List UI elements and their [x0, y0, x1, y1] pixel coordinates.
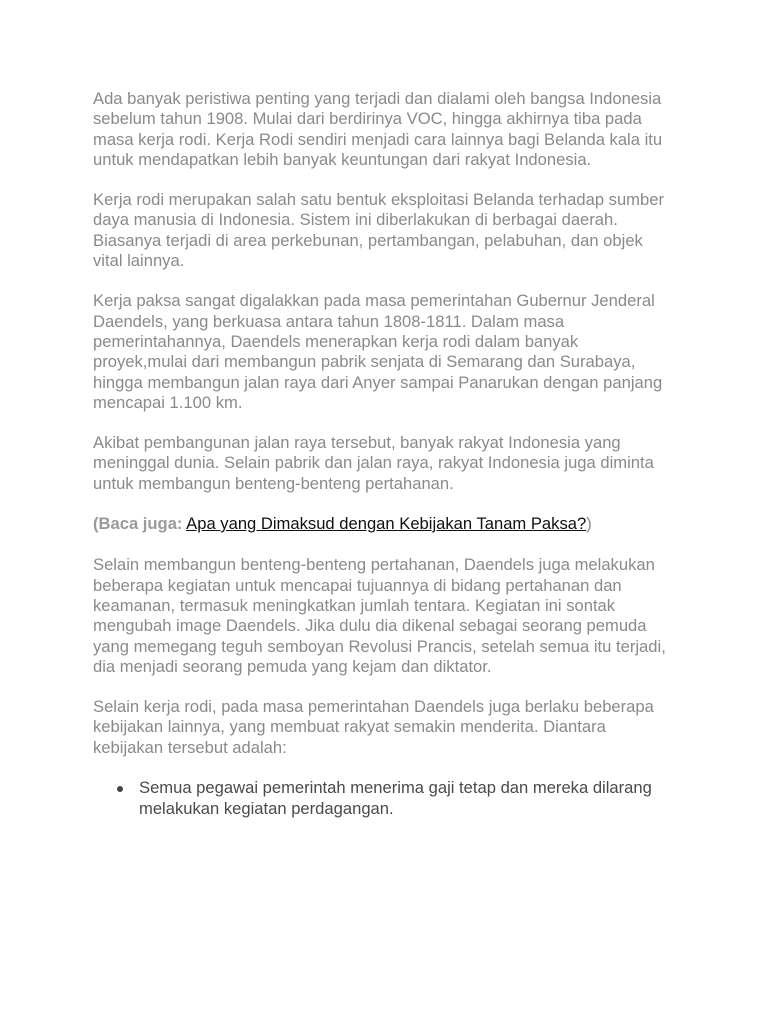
paragraph-akibat: Akibat pembangunan jalan raya tersebut, banyak rakyat Indonesia yang meninggal dunia. Selain pabrik dan jalan raya, rakyat Indonesia juga diminta untuk membangun benteng-benteng pertahanan.	[93, 433, 654, 493]
paragraph-daendels: Kerja paksa sangat digalakkan pada masa pemerintahan Gubernur Jenderal Daendels, yang berkuasa antara tahun 1808-1811. Dalam masa pemerintahannya, Daendels menerapkan kerja rodi dalam banyak proyek,mulai dari membangun pabrik senjata di Semarang dan Surabaya, hingga membangun jalan raya dari Anyer sampai Panarukan dengan panjang mencapai 1.100 km.	[93, 291, 663, 412]
list-item-text: Semua pegawai pemerintah menerima gaji tetap dan mereka dilarang melakukan kegiatan perdagangan.	[139, 778, 652, 818]
baca-juga-label: Baca juga:	[98, 514, 183, 534]
paragraph-kerja-rodi: Kerja rodi merupakan salah satu bentuk eksploitasi Belanda terhadap sumber daya manusia di Indonesia. Sistem ini diberlakukan di berbagai daerah. Biasanya terjadi di area perkebunan, pertambangan, pelabuhan, dan objek vital lainnya.	[93, 190, 664, 271]
paragraph-benteng: Selain membangun benteng-benteng pertahanan, Daendels juga melakukan beberapa kegiatan untuk mencapai tujuannya di bidang pertahanan dan keamanan, termasuk meningkatkan jumlah tentara. Kegiatan ini sontak mengubah image Daendels. Jika dulu dia dikenal sebagai seorang pemuda yang memegang teguh semboyan Revolusi Prancis, setelah semua itu terjadi, dia menjadi seorang pemuda yang kejam dan diktator.	[93, 555, 666, 676]
baca-juga-line	[93, 514, 673, 534]
paragraph-kebijakan: Selain kerja rodi, pada masa pemerintahan Daendels juga berlaku beberapa kebijakan lainnya, yang membuat rakyat semakin menderita. Diantara kebijakan tersebut adalah:	[93, 697, 654, 757]
baca-juga-close: )	[586, 514, 592, 534]
policy-list	[93, 778, 673, 819]
article-body	[93, 89, 673, 819]
bullet-icon	[117, 786, 123, 792]
list-item	[93, 778, 673, 819]
baca-juga-link[interactable]: Apa yang Dimaksud dengan Kebijakan Tanam Paksa?	[186, 514, 587, 534]
baca-juga-open: (	[93, 514, 99, 534]
paragraph-intro: Ada banyak peristiwa penting yang terjadi dan dialami oleh bangsa Indonesia sebelum tahun 1908. Mulai dari berdirinya VOC, hingga akhirnya tiba pada masa kerja rodi. Kerja Rodi sendiri menjadi cara lainnya bagi Belanda kala itu untuk mendapatkan lebih banyak keuntungan dari rakyat Indonesia.	[93, 89, 663, 169]
